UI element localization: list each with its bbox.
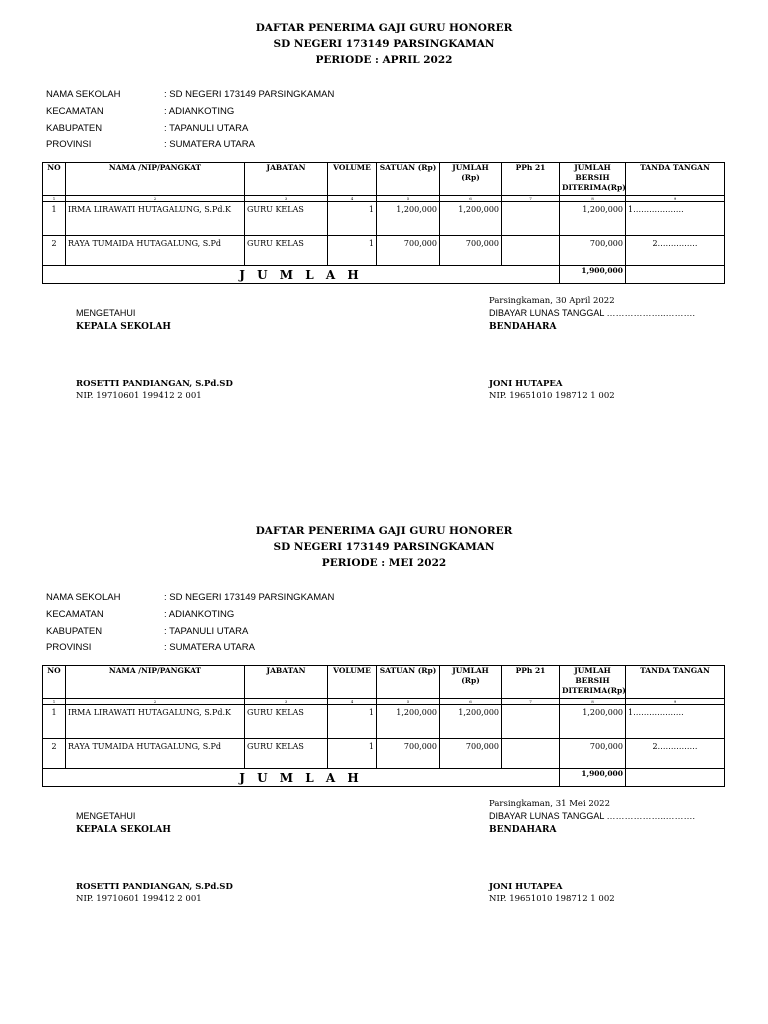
principal-nip: NIP. 19710601 199412 2 001 [76,894,202,904]
district-value: : ADIANKOTING [164,106,235,117]
row-name: RAYA TUMAIDA HUTAGALUNG, S.Pd [66,739,245,769]
row-signature: 1………………. [626,705,725,739]
row-tax [502,705,560,739]
row-position: GURU KELAS [245,739,328,769]
school-label: NAMA SEKOLAH [46,89,121,100]
header-tax: PPh 21 [502,163,560,196]
province-label: PROVINSI [46,642,92,653]
district-label: KECAMATAN [46,609,104,620]
column-number: 1 [43,699,66,705]
row-no: 2 [43,739,66,769]
column-number: 5 [377,196,440,202]
row-unit: 1,200,000 [377,202,440,236]
column-number: 6 [440,196,502,202]
column-number: 7 [502,699,560,705]
document-title: DAFTAR PENERIMA GAJI GURU HONORER [255,22,513,34]
row-position: GURU KELAS [245,705,328,739]
province-value: : SUMATERA UTARA [164,139,255,150]
school-value: : SD NEGERI 173149 PARSINGKAMAN [164,592,335,603]
header-no: NO [43,163,66,196]
regency-value: : TAPANULI UTARA [164,626,249,637]
treasurer-title: BENDAHARA [489,825,557,835]
principal-title: KEPALA SEKOLAH [76,322,171,332]
principal-nip: NIP. 19710601 199412 2 001 [76,391,202,401]
payroll-list-may [0,525,768,945]
regency-label: KABUPATEN [46,626,103,637]
header-amount: JUMLAH (Rp) [440,666,502,699]
treasurer-nip: NIP. 19651010 198712 1 002 [489,391,615,401]
table-row [43,739,725,769]
total-row [43,266,725,284]
column-number: 5 [377,699,440,705]
row-signature: 2…………… [626,739,725,769]
period-title: PERIODE : APRIL 2022 [315,54,453,66]
column-number: 4 [328,196,377,202]
school-title: SD NEGERI 173149 PARSINGKAMAN [273,541,495,553]
salary-table [42,162,725,284]
regency-label: KABUPATEN [46,123,103,134]
row-name: IRMA LIRAWATI HUTAGALUNG, S.Pd.K [66,202,245,236]
row-name: IRMA LIRAWATI HUTAGALUNG, S.Pd.K [66,705,245,739]
row-amount: 700,000 [440,739,502,769]
table-header-row [43,163,725,196]
header-unit: SATUAN (Rp) [377,163,440,196]
district-value: : ADIANKOTING [164,609,235,620]
row-unit: 1,200,000 [377,705,440,739]
column-number: 4 [328,699,377,705]
province-value: : SUMATERA UTARA [164,642,255,653]
paid-date-label: DIBAYAR LUNAS TANGGAL ………………..………. [489,811,696,821]
header-unit: SATUAN (Rp) [377,666,440,699]
header-no: NO [43,666,66,699]
school-label: NAMA SEKOLAH [46,592,121,603]
row-position: GURU KELAS [245,236,328,266]
school-title: SD NEGERI 173149 PARSINGKAMAN [273,38,495,50]
principal-title: KEPALA SEKOLAH [76,825,171,835]
row-unit: 700,000 [377,236,440,266]
column-number: 9 [626,196,725,202]
row-tax [502,202,560,236]
column-number: 1 [43,196,66,202]
table-row [43,236,725,266]
header-name: NAMA /NIP/PANGKAT [66,666,245,699]
total-value: 1,900,000 [560,769,626,787]
header-tax: PPh 21 [502,666,560,699]
row-amount: 1,200,000 [440,202,502,236]
payroll-list-april [0,22,768,442]
period-title: PERIODE : MEI 2022 [321,557,447,569]
row-position: GURU KELAS [245,202,328,236]
total-signature-cell [626,769,725,787]
header-net: JUMLAH BERSIH DITERIMA(Rp) [560,163,626,196]
header-signature: TANDA TANGAN [626,666,725,699]
header-volume: VOLUME [328,666,377,699]
total-value: 1,900,000 [560,266,626,284]
row-net: 700,000 [560,236,626,266]
principal-name: ROSETTI PANDIANGAN, S.Pd.SD [76,379,233,389]
total-label: J U M L A H [43,769,560,787]
column-number: 9 [626,699,725,705]
place-date: Parsingkaman, 31 Mei 2022 [489,799,610,809]
column-number: 7 [502,196,560,202]
header-name: NAMA /NIP/PANGKAT [66,163,245,196]
row-volume: 1 [328,202,377,236]
total-signature-cell [626,266,725,284]
header-position: JABATAN [245,666,328,699]
treasurer-name: JONI HUTAPEA [489,379,563,389]
row-tax [502,739,560,769]
acknowledged-label: MENGETAHUI [76,308,136,318]
table-row [43,202,725,236]
principal-name: ROSETTI PANDIANGAN, S.Pd.SD [76,882,233,892]
district-label: KECAMATAN [46,106,104,117]
salary-table [42,665,725,787]
row-volume: 1 [328,236,377,266]
paid-date-label: DIBAYAR LUNAS TANGGAL ………………..………. [489,308,696,318]
row-no: 1 [43,202,66,236]
table-row [43,705,725,739]
row-no: 1 [43,705,66,739]
total-label: J U M L A H [43,266,560,284]
treasurer-nip: NIP. 19651010 198712 1 002 [489,894,615,904]
row-name: RAYA TUMAIDA HUTAGALUNG, S.Pd [66,236,245,266]
header-net: JUMLAH BERSIH DITERIMA(Rp) [560,666,626,699]
table-header-row [43,666,725,699]
place-date: Parsingkaman, 30 April 2022 [489,296,615,306]
row-amount: 1,200,000 [440,705,502,739]
province-label: PROVINSI [46,139,92,150]
total-row [43,769,725,787]
row-no: 2 [43,236,66,266]
row-signature: 2…………… [626,236,725,266]
column-number: 6 [440,699,502,705]
header-amount: JUMLAH (Rp) [440,163,502,196]
row-net: 1,200,000 [560,705,626,739]
acknowledged-label: MENGETAHUI [76,811,136,821]
row-net: 700,000 [560,739,626,769]
column-number: 3 [245,196,328,202]
column-number: 2 [66,699,245,705]
row-tax [502,236,560,266]
row-volume: 1 [328,705,377,739]
school-value: : SD NEGERI 173149 PARSINGKAMAN [164,89,335,100]
column-number: 3 [245,699,328,705]
column-number: 8 [560,699,626,705]
column-number: 2 [66,196,245,202]
treasurer-name: JONI HUTAPEA [489,882,563,892]
header-signature: TANDA TANGAN [626,163,725,196]
row-amount: 700,000 [440,236,502,266]
document-title: DAFTAR PENERIMA GAJI GURU HONORER [255,525,513,537]
row-unit: 700,000 [377,739,440,769]
header-position: JABATAN [245,163,328,196]
row-signature: 1………………. [626,202,725,236]
column-number: 8 [560,196,626,202]
treasurer-title: BENDAHARA [489,322,557,332]
header-volume: VOLUME [328,163,377,196]
row-net: 1,200,000 [560,202,626,236]
regency-value: : TAPANULI UTARA [164,123,249,134]
row-volume: 1 [328,739,377,769]
